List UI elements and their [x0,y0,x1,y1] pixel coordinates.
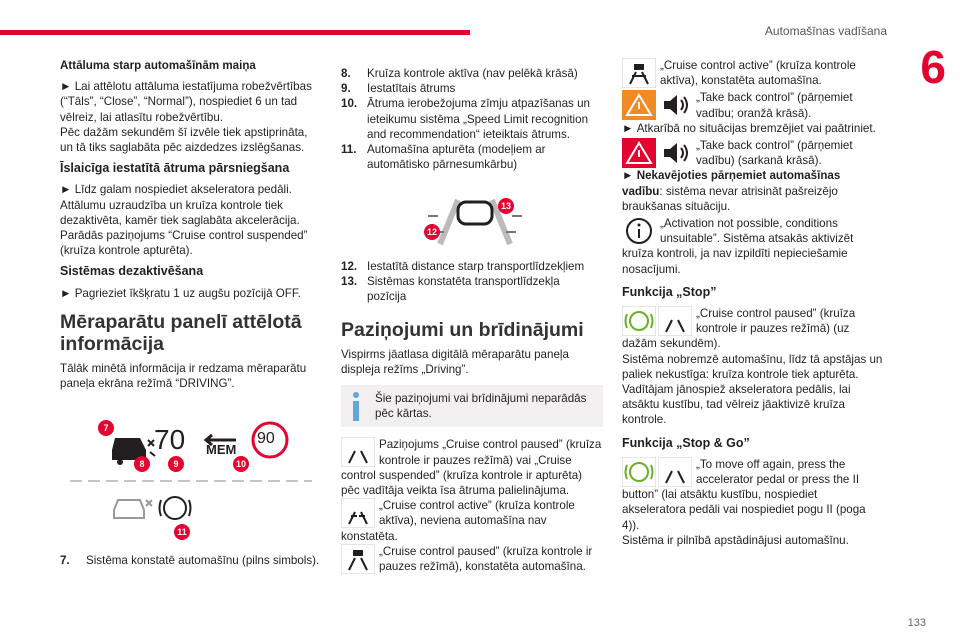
car-outline-icon [114,500,152,518]
column-3 [622,58,884,548]
road-vehicle-paused-icon [341,544,375,574]
notice-3 [341,544,603,574]
notice-5 [622,90,884,120]
speaker-icon [658,138,692,168]
heading-distance: Attāluma starp automašīnām maiņa [60,59,256,72]
item-number: 8. [341,67,351,80]
road-paused-icon [658,306,692,336]
arrow-icon: ► [60,80,75,94]
distance-illustration [420,194,530,250]
heading-stopgo: Funkcija „Stop & Go” [622,435,750,450]
notice-text: „Cruise control active” (kruīza kontrole aktīva), konstatēta automašīna. [660,59,856,88]
auto-hold-green-icon [622,457,656,487]
auto-hold-green-icon [622,306,656,336]
notice-6 [622,138,884,168]
para-display-info: Tālāk minētā informācija ir redzama mēraparātu paneļa ekrāna režīmā “DRIVING”. [60,361,307,391]
item-text: Iestatītais ātrums [367,82,456,96]
warning-orange-icon [622,90,656,120]
road-active-icon [341,498,375,528]
arrow-icon: ► [60,286,75,300]
arrow-icon: ► [622,121,637,135]
page-number: 133 [907,617,926,629]
notice-8 [622,306,884,352]
heading-notices: Paziņojumi un brīdinājumi [341,318,584,341]
notice-1 [341,437,603,498]
notice-text: „To move off again, press the accelerator pedal or press the II button” (lai atsāktu kustību, nospiediet akseleratora pedāli vai nospiediet pogu II (poga 4)). [622,457,866,532]
item-text: Kruīza kontrole aktīva (nav pelēkā krāsā) [367,67,578,80]
column-2 [341,66,603,172]
badge-12: 12 [424,224,440,240]
chapter-number: 6 [920,41,946,93]
badge-13: 13 [498,198,514,214]
item-number: 12. [341,260,358,273]
notice-text: Paziņojums „Cruise control paused” (kruīza kontrole ir pauzes režīmā) vai „Cruise control suspended” (kruīza kontrole ir apturēta) pēc vadītāja veikta īsa ātruma palielinājuma. [341,438,602,498]
mem-label: MEM [206,442,237,457]
notice-text: „Activation not possible, conditions unsuitable”. Sistēma atsakās aktivizēt kruīza kontroli, ja nav izpildīti nepieciešamie nosacījumi. [622,217,854,276]
cluster-graphic [60,418,322,548]
para-stop-2: Vadītājam jānospiež akseleratora pedālis, lai atsāktu kustību, tad vēlreiz jāaktivizē kruīza kontrole. [622,383,851,427]
para-stopgo: Sistēma ir pilnībā apstādinājusi automašīnu. [622,533,849,547]
notice-text: „Take back control” (pārņemiet vadību) (sarkanā krāsā). [696,139,853,168]
notice-9 [622,457,884,533]
item-text: Ātruma ierobežojuma zīmju atpazīšanas un ieteikumu sistēma „Speed Limit recognition and recommendation“ ieteiktais ātrums. [367,97,590,141]
item-text: Iestatītā distance starp transportlīdzekļiem [367,260,585,273]
speed-limit-value: 90 [257,430,275,447]
item-text: Automašīna apturēta (modeļiem ar automātisko pārnesumkārbu) [367,143,546,172]
para-brake: Atkarībā no situācijas bremzējiet vai paātriniet. [636,121,876,135]
para-distance: Lai attēlotu attāluma iestatījuma robežvērtības (“Tāls”, “Close”, “Normal”), nospiediet 6 un tad vēlreiz, lai atlasītu robežvērtību. [60,80,312,124]
info-text: Šie paziņojumi vai brīdinājumi neparādās pēc kārtas. [375,392,587,421]
heading-display-info: Mēraparātu panelī attēlotā informācija [60,310,302,355]
heading-deactivation: Sistēmas dezaktivēšana [60,264,204,279]
badge-8: 8 [134,456,150,472]
column-1 [60,58,322,391]
badge-9: 9 [168,456,184,472]
badge-11: 11 [174,524,190,540]
badge-7: 7 [98,420,114,436]
heading-overspeed: Īslaicīga iestatītā ātruma pārsniegšana [60,161,290,176]
road-vehicle-active-icon [622,58,656,88]
para-takeover: : sistēma nevar atrisināt pašreizējo braukšanas situāciju. [622,184,838,213]
info-circle-icon [622,216,656,246]
notice-text: „Cruise control paused” (kruīza kontrole ir pauzes režīmā) (uz dažām sekundēm). [622,307,856,351]
info-box [341,385,603,427]
road-paused-icon [658,457,692,487]
item-number: 9. [341,82,351,96]
column-2-lower [341,259,603,574]
warning-red-icon [622,138,656,168]
speaker-icon [658,90,692,120]
notice-7 [622,216,884,277]
item-number: 7. [60,554,70,567]
badge-10: 10 [233,456,249,472]
header-title: Automašīnas vadīšana [764,24,887,38]
header-accent-bar [0,30,470,35]
notice-text: „Cruise control paused” (kruīza kontrole ir pauzes režīmā), konstatēta automašīna. [379,544,593,574]
cluster-illustration [60,418,322,548]
item-text: Sistēma konstatē automašīnu (pilns simbols). [86,554,320,567]
notice-2 [341,498,603,544]
para-takeover-bold: Nekavējoties pārņemiet automašīnas vadību [622,169,841,198]
arrow-icon: ► [60,183,75,197]
notice-text: „Take back control” (pārņemiet vadību; oranžā krāsā). [696,91,853,120]
info-icon [349,391,363,421]
arrow-icon: ► [622,169,637,183]
para-deactivation: Pagrieziet īkšķratu 1 uz augšu pozīcijā OFF. [74,286,301,300]
set-speed-value: 70 [154,424,186,455]
notice-text: „Cruise control active” (kruīza kontrole aktīva), neviena automašīna nav konstatēta. [341,499,575,543]
para-overspeed: Līdz galam nospiediet akseleratora pedāli. Attālumu uzraudzība un kruīza kontrole tiek dezaktivēta, kamēr tiek saglabāta akcelerācija. Parādās paziņojums “Cruise control suspended” (kruīza kontrole apturēta). [60,183,308,258]
para-notices: Vispirms jāatlasa digitālā mēraparātu paneļa displeja režīms „Driving”. [341,347,569,376]
auto-hold-icon [160,497,191,519]
notice-4 [622,58,884,88]
para-stop-1: Sistēma nobremzē automašīnu, līdz tā apstājas un paliek nekustīga: kruīza kontrole tiek apturēta. [622,352,883,381]
vehicle-ahead-icon [458,202,492,224]
road-paused-icon [341,437,375,467]
item-number: 11. [341,143,357,157]
heading-stop: Funkcija „Stop” [622,284,717,299]
list-item-7 [60,553,322,568]
item-number: 10. [341,97,358,111]
item-text: Sistēmas konstatēta transportlīdzekļa pozīcija [367,275,560,304]
para-distance-2: Pēc dažām sekundēm šī izvēle tiek apstiprināta, un tā tiks saglabāta pēc aizdedzes izslēgšanas. [60,125,308,155]
item-number: 13. [341,275,358,289]
